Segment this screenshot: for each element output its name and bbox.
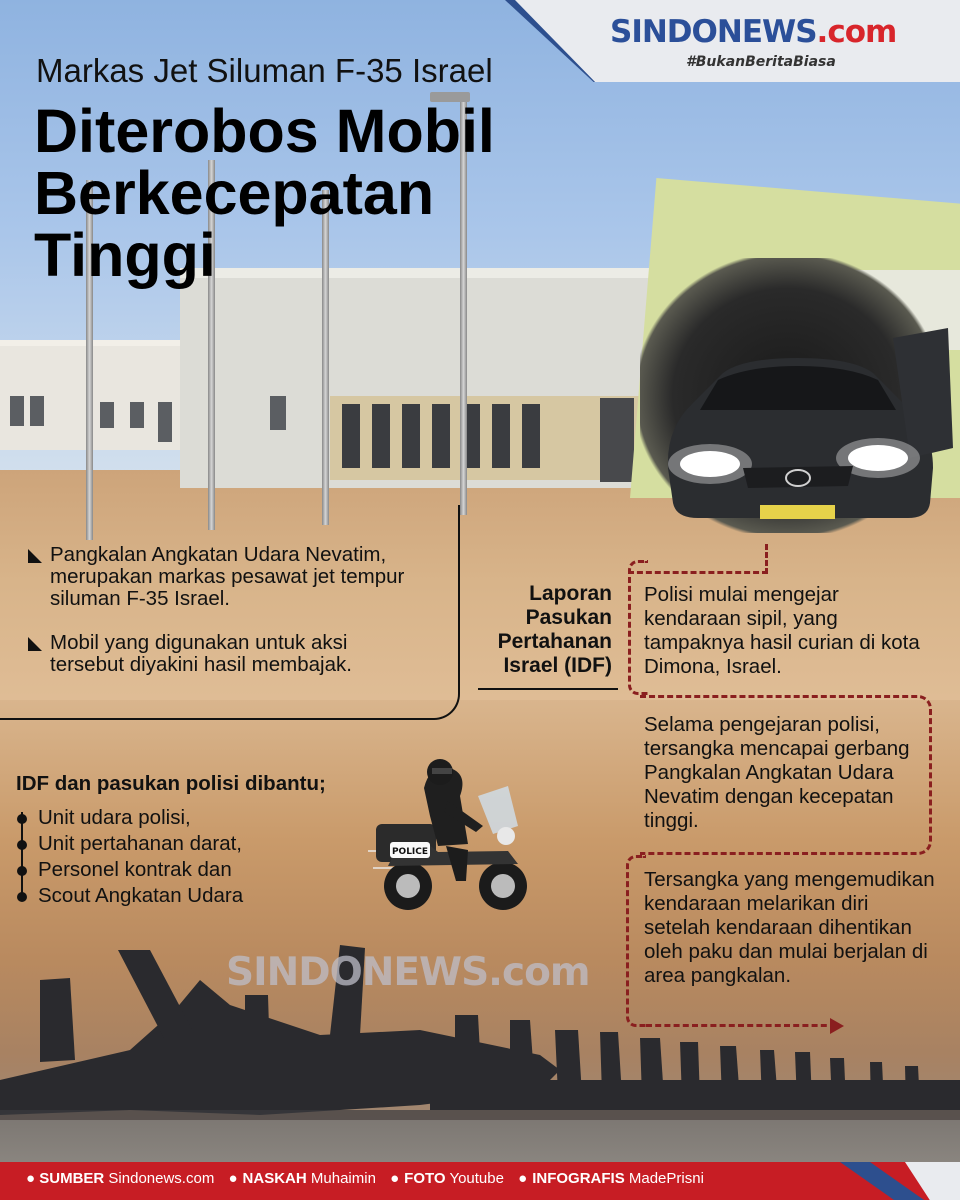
dashed-connector bbox=[646, 1024, 836, 1027]
credit-bullet: ● bbox=[26, 1170, 40, 1187]
help-title: IDF dan pasukan polisi dibantu; bbox=[16, 772, 326, 795]
credit-value: MadePrisni bbox=[628, 1170, 704, 1187]
report-paragraph: Polisi mulai mengejar kendaraan sipil, yang tampaknya hasil curian di kota Dimona, Israel. bbox=[644, 583, 920, 678]
help-bullet bbox=[17, 814, 27, 824]
help-bullet bbox=[17, 866, 27, 876]
fact-item: Mobil yang digunakan untuk aksi tersebut diyakini hasil membajak. bbox=[50, 631, 352, 676]
sindonews-logo: SINDONEWS.com bbox=[610, 14, 897, 50]
footer-credits bbox=[26, 1170, 826, 1187]
police-plate-text: POLICE bbox=[391, 847, 429, 857]
dashed-connector bbox=[628, 544, 768, 574]
report-paragraph: Selama pengejaran polisi, tersangka mencapai gerbang Pangkalan Angkatan Udara Nevatim dengan kecepatan tinggi. bbox=[644, 713, 910, 832]
report-label-line: Pertahanan bbox=[497, 630, 612, 653]
credit-bullet: ● bbox=[228, 1170, 238, 1187]
arrow-right-icon bbox=[830, 1018, 844, 1034]
help-item: Scout Angkatan Udara bbox=[38, 884, 244, 907]
help-bullet bbox=[17, 892, 27, 902]
credit-bullet: ● bbox=[518, 1170, 528, 1187]
help-bullet bbox=[17, 840, 27, 850]
car-crash-image bbox=[648, 318, 958, 533]
tagline: #BukanBeritaBiasa bbox=[686, 54, 836, 70]
credit-bullet: ● bbox=[390, 1170, 400, 1187]
help-item: Unit pertahanan darat, bbox=[38, 832, 242, 855]
police-motorcycle-icon bbox=[368, 756, 538, 916]
help-list-line bbox=[21, 812, 23, 900]
facts-box bbox=[0, 505, 460, 720]
report-label-line: Laporan bbox=[529, 582, 612, 605]
building-main bbox=[180, 268, 650, 488]
headline-title bbox=[34, 97, 614, 289]
credit-value: Sindonews.com bbox=[108, 1170, 215, 1187]
headline-title-line: Tinggi bbox=[34, 221, 216, 289]
credit-key: INFOGRAFIS bbox=[532, 1170, 625, 1187]
report-label bbox=[478, 582, 612, 678]
report-label-line: Pasukan bbox=[525, 606, 612, 629]
credit-key: FOTO bbox=[404, 1170, 446, 1187]
help-item: Unit udara polisi, bbox=[38, 806, 191, 829]
headline-title-line: Diterobos Mobil bbox=[34, 97, 495, 165]
watermark-logo: SINDONEWS.com bbox=[226, 950, 590, 995]
headline-title-line: Berkecepatan bbox=[34, 159, 435, 227]
credit-value: Muhaimin bbox=[310, 1170, 376, 1187]
report-paragraph: Tersangka yang mengemudikan kendaraan melarikan diri setelah kendaraan dihentikan oleh paku dan mulai berjalan di area pangkalan. bbox=[644, 868, 935, 987]
fact-item: Pangkalan Angkatan Udara Nevatim, merupakan markas pesawat jet tempur siluman F-35 Israel. bbox=[50, 543, 405, 610]
credit-value: Youtube bbox=[449, 1170, 504, 1187]
credit-key: SUMBER bbox=[39, 1170, 105, 1187]
dashed-connector bbox=[626, 855, 646, 1027]
report-label-line: Israel (IDF) bbox=[503, 654, 612, 677]
credit-key: NASKAH bbox=[242, 1170, 307, 1187]
report-rule bbox=[478, 688, 618, 690]
help-item: Personel kontrak dan bbox=[38, 858, 232, 881]
headline-kicker: Markas Jet Siluman F-35 Israel bbox=[36, 52, 493, 89]
